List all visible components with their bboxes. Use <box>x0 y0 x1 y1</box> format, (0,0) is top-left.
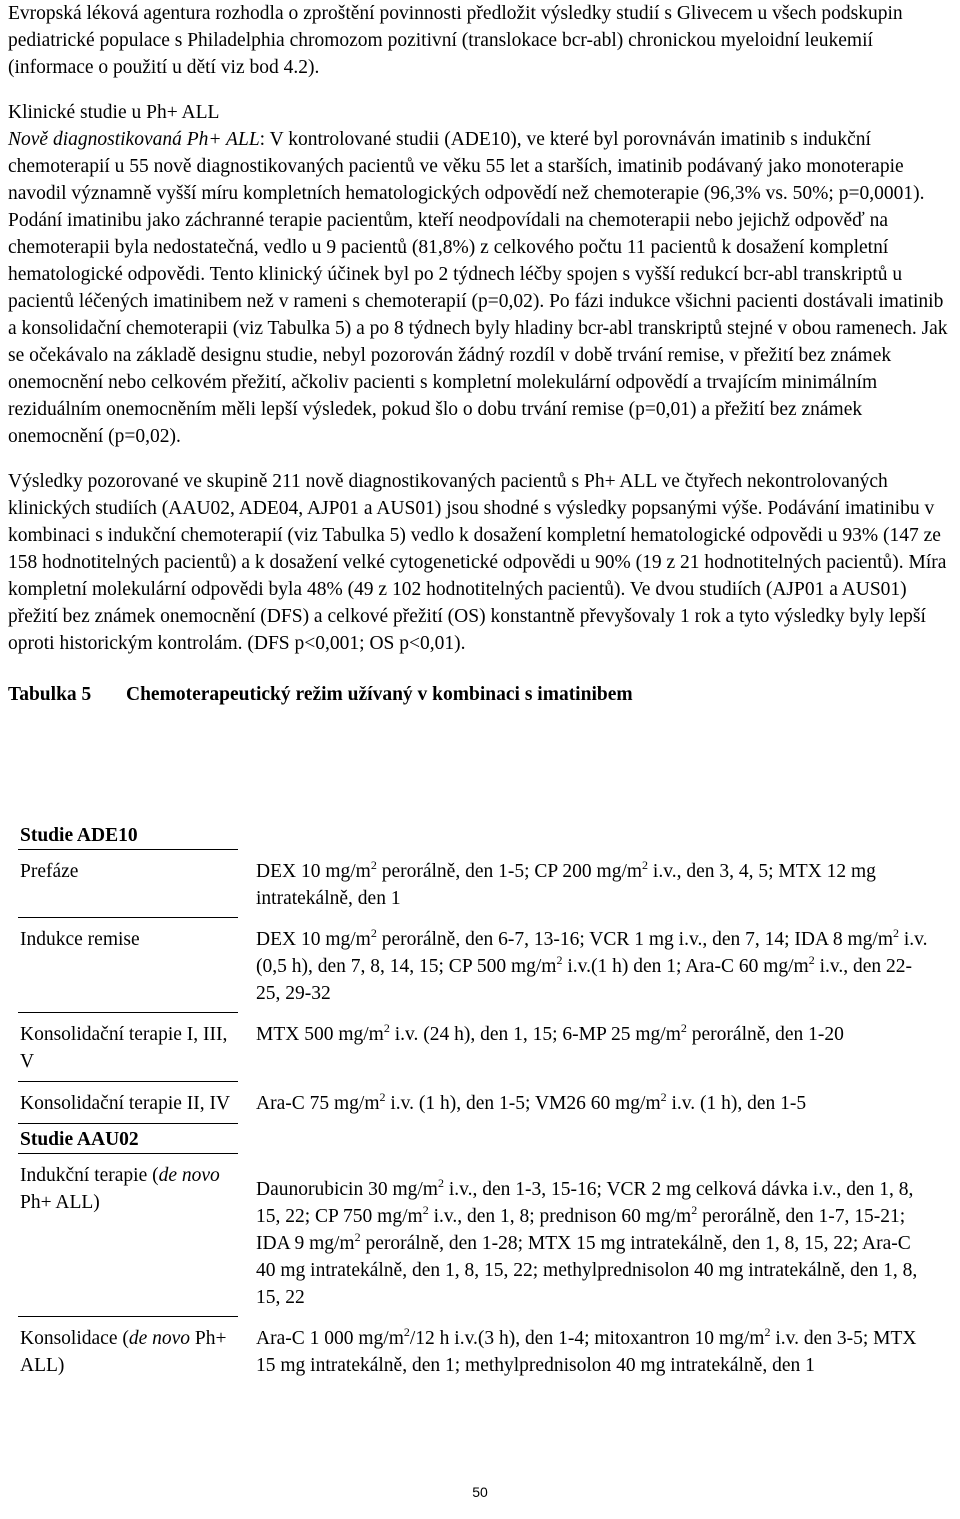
ade10-lead: Nově diagnostikovaná Ph+ ALL <box>8 129 260 150</box>
regimen-table <box>18 822 946 1385</box>
study-label: Studie ADE10 <box>18 822 238 850</box>
regimen-cell: DEX 10 $mg/m^2$ perorálně, den 1-5; CP 200 $mg/m^2$ i.v., den 3, 4, 5; MTX 12 mg intratekálně, den 1 <box>256 857 876 909</box>
study-label: Studie AAU02 <box>18 1124 238 1154</box>
phase-label: Prefáze <box>18 850 238 918</box>
regimen-cell: MTX 500 $mg/m^2$ i.v. (24 h), den 1, 15; 6-MP 25 $mg/m^2$ perorálně, den 1-20 <box>256 1020 844 1045</box>
table-row <box>18 1154 946 1317</box>
results-paragraph: Výsledky pozorované ve skupině 211 nově diagnostikovaných pacientů s Ph+ ALL ve čtyřech nekontrolovaných klinických studiích (AAU02, ADE04, AJP01 a AUS01) jsou shodné s výsledky popsanými výše. Podávání imatinibu v kombinaci s indukční chemoterapií (viz Tabulka 5) vedlo k dosažení kompletní hematologické odpovědi u 93% (147 ze 158 hodnotitelných pacientů) a k dosažení velké cytogenetické odpovědi u 90% (19 z 21 hodnotitelných pacientů). Míra kompletní molekulární odpovědi byla 48% (49 z 102 hodnotitelných pacientů). Ve dvou studiích (AJP01 a AUS01) přežití bez známek onemocnění (DFS) a celkové přežití (OS) konstantně převyšovaly 1 rok a tyto výsledky byly lepší oproti historickým kontrolám. (DFS p<0,001; OS p<0,01). <box>8 471 947 654</box>
table-row <box>18 1317 946 1386</box>
phase-label: Konsolidace (de novo Ph+ ALL) <box>20 1328 227 1376</box>
table-number: Tabulka 5 <box>8 684 92 705</box>
table-caption <box>8 681 954 708</box>
regimen-cell: Ara-C 75 $mg/m^2$ i.v. (1 h), den 1-5; VM26 60 $mg/m^2$ i.v. (1 h), den 1-5 <box>256 1089 807 1114</box>
phase-label: Indukční terapie (de novo Ph+ ALL) <box>18 1154 238 1317</box>
table-row <box>18 850 946 918</box>
page-number: 50 <box>472 1484 488 1500</box>
table-row <box>18 1082 946 1124</box>
regimen-cell: DEX 10 $mg/m^2$ perorálně, den 6-7, 13-16; VCR 1 mg i.v., den 7, 14; IDA 8 $mg/m^2$ i.v. (0,5 h), den 7, 8, 14, 15; CP 500 $mg/m^2$ i.v.(1 h) den 1; Ara-C 60 $mg/m^2$ i.v., den 22-25, 29-32 <box>256 925 928 1004</box>
table-row <box>18 918 946 1013</box>
study-row <box>18 822 946 850</box>
table-row <box>18 1013 946 1082</box>
phase-label: Konsolidační terapie II, IV <box>18 1082 238 1124</box>
ade10-body: : V kontrolované studii (ADE10), ve které byl porovnáván imatinib s indukční chemoterapií u 55 nově diagnostikovaných pacientů ve věku 55 let a starších, imatinib podávaný jako monoterapie navodil významně vyšší míru kompletních hematologických odpovědí než chemoterapie (96,3% vs. 50%; p=0,0001). Podání imatinibu jako záchranné terapie pacientům, kteří neodpovídali na chemoterapii nebo jejichž odpověď na chemoterapii byla nedostatečná, vedlo u 9 pacientů (81,8%) z celkového počtu 11 pacientů k dosažení kompletní hematologické odpovědi. Tento klinický účinek byl po 2 týdnech léčby spojen s vyšší redukcí bcr-abl transkriptů u pacientů léčených imatinibem než v rameni s chemoterapií (p=0,02). Po fázi indukce všichni pacienti dostávali imatinib a konsolidační chemoterapii (viz Tabulka 5) a po 8 týdnech byly hladiny bcr-abl transkriptů stejné v obou ramenech. Jak se očekávalo na základě designu studie, nebyl pozorován žádný rozdíl v době trvání remise, v přežití bez známek onemocnění nebo celkovém přežití, ačkoliv pacienti s kompletní molekulární odpovědí a trvajícím minimálním reziduálním onemocněním měli lepší výsledek, pokud šlo o dobu trvání remise (p=0,01) a přežití bez známek onemocnění (p=0,02). <box>8 129 948 447</box>
document-page <box>8 0 954 708</box>
table-title: Chemoterapeutický režim užívaný v kombinaci s imatinibem <box>126 684 633 705</box>
ade10-paragraph <box>8 126 954 450</box>
regimen-cell: Ara-C 1 000 $mg/m^2/12$ h i.v.(3 h), den 1-4; mitoxantron 10 $mg/m^2$ i.v. den 3-5; MTX 15 mg intratekálně, den 1; methylprednisolon 40 mg intratekálně, den 1 <box>256 1324 917 1376</box>
intro-paragraph: Evropská léková agentura rozhodla o zproštění povinnosti předložit výsledky studií s Glivecem u všech podskupin pediatrické populace s Philadelphia chromozom pozitivní (translokace bcr-abl) chronickou myeloidní leukemií (informace o použití u dětí viz bod 4.2). <box>8 3 903 78</box>
phase-label: Konsolidační terapie I, III, V <box>18 1013 238 1082</box>
study-row <box>18 1124 946 1154</box>
regimen-cell: Daunorubicin 30 $mg/m^2$ i.v., den 1-3, 15-16; VCR 2 mg celková dávka i.v., den 1, 8, 15, 22; CP 750 $mg/m^2$ i.v., den 1, 8; prednison 60 $mg/m^2$ perorálně, den 1-7, 15-21; IDA 9 $mg/m^2$ perorálně, den 1-28; MTX 15 mg intratekálně, den 1, 8, 15, 22; Ara-C 40 mg intratekálně, den 1, 8, 15, 22; methylprednisolon 40 mg intratekálně, den 1, 8, 15, 22 <box>256 1175 918 1308</box>
phase-label: Indukce remise <box>18 918 238 1013</box>
section-heading: Klinické studie u Ph+ ALL <box>8 102 220 123</box>
